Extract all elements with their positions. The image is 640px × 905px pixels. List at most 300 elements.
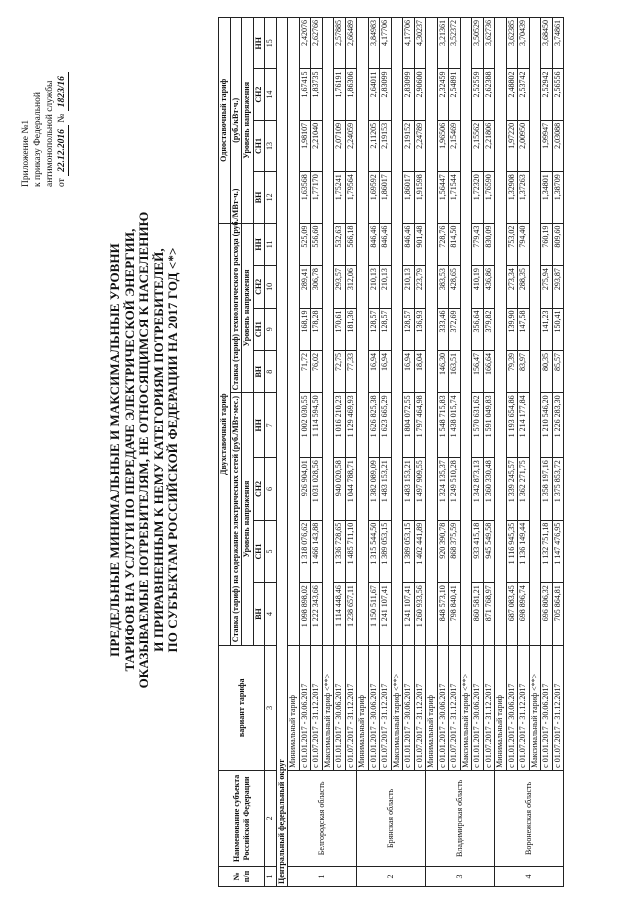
value-cell: 798 840,41 — [449, 583, 461, 646]
value-cell: 3,84983 — [368, 18, 380, 69]
value-cell: 1,71544 — [449, 172, 461, 223]
value-cell: 1,77170 — [311, 172, 323, 223]
value-cell: 2,15469 — [449, 120, 461, 171]
value-cell: 383,53 — [437, 266, 449, 308]
value-cell: 846,46 — [403, 223, 415, 266]
value-cell: 312,06 — [345, 266, 357, 308]
value-cell: 1 222 343,66 — [311, 583, 323, 646]
table-row — [345, 18, 357, 887]
value-cell: 210,13 — [403, 266, 415, 308]
value-cell: 1,83735 — [311, 69, 323, 120]
level-header: СН1 — [253, 308, 265, 350]
value-cell: 705 864,81 — [552, 583, 564, 646]
column-number: 2 — [265, 770, 277, 866]
value-cell: 178,28 — [311, 308, 323, 350]
tariff-variant-label: Минимальный тариф — [426, 645, 438, 770]
value-cell: 2,62388 — [483, 69, 495, 120]
value-cell: 532,63 — [334, 223, 346, 266]
region-number: 3 — [426, 866, 495, 886]
table-row — [529, 18, 541, 887]
value-cell: 525,09 — [299, 223, 311, 266]
period-cell: с 01.01.2017 - 30.06.2017 — [334, 645, 346, 770]
value-cell: 696 806,32 — [541, 583, 553, 646]
value-cell: 379,82 — [483, 308, 495, 350]
value-cell: 1,32908 — [506, 172, 518, 223]
value-cell: 83,97 — [518, 350, 530, 392]
value-cell: 1 483 153,21 — [403, 458, 415, 521]
header-num: № п/п — [219, 866, 265, 886]
value-cell: 1 389 053,15 — [403, 520, 415, 583]
region-name: Воронежская область — [495, 770, 564, 866]
value-cell: 1 336 728,65 — [334, 520, 346, 583]
table-row — [495, 18, 507, 887]
value-cell: 1 389 053,15 — [380, 520, 392, 583]
table-row — [391, 18, 403, 887]
document-title — [108, 165, 181, 735]
value-cell: 141,23 — [541, 308, 553, 350]
table-row — [403, 18, 415, 887]
value-cell: 163,51 — [449, 350, 461, 392]
appendix-line: Приложение №1 — [21, 119, 31, 187]
table-row — [334, 18, 346, 887]
value-cell: 1 804 072,55 — [403, 393, 415, 458]
level-header: СН2 — [253, 458, 265, 521]
value-cell: 72,75 — [334, 350, 346, 392]
value-cell: 275,94 — [541, 266, 553, 308]
value-cell: 1 570 631,62 — [472, 393, 484, 458]
value-cell: 1 214 177,84 — [518, 393, 530, 458]
value-cell: 1 402 441,89 — [414, 520, 426, 583]
value-cell: 1 002 030,55 — [299, 393, 311, 458]
value-cell: 2,53742 — [518, 69, 530, 120]
value-cell: 3,74861 — [552, 18, 564, 69]
value-cell: 794,40 — [518, 223, 530, 266]
table-row — [368, 18, 380, 887]
header-voltage: Уровень напряжения — [242, 393, 254, 645]
header-variant: вариант тарифа — [219, 645, 265, 770]
value-cell: 4,30237 — [414, 18, 426, 69]
period-cell: с 01.07.2017 - 31.12.2017 — [483, 645, 495, 770]
level-header: СН2 — [253, 69, 265, 120]
region-number: 4 — [495, 866, 564, 886]
value-cell: 2,64011 — [368, 69, 380, 120]
value-cell: 156,47 — [472, 350, 484, 392]
value-cell: 1 591 049,83 — [483, 393, 495, 458]
column-number: 13 — [265, 120, 277, 171]
table-row — [299, 18, 311, 887]
title-line: ОКАЗЫВАЕМЫЕ ПОТРЕБИТЕЛЯМ, НЕ ОТНОСЯЩИМСЯ К НАСЕЛЕНИЮ — [136, 211, 151, 689]
table-row — [518, 18, 530, 887]
table-row — [311, 18, 323, 887]
value-cell: 223,79 — [414, 266, 426, 308]
level-header: ВН — [253, 350, 265, 392]
period-cell: с 01.01.2017 - 30.06.2017 — [472, 645, 484, 770]
value-cell: 1 098 898,02 — [299, 583, 311, 646]
column-number: 5 — [265, 520, 277, 583]
value-cell: 4,17706 — [403, 18, 415, 69]
value-cell: 2,21040 — [311, 120, 323, 171]
value-cell: 1 382 089,09 — [368, 458, 380, 521]
period-cell: с 01.01.2017 - 30.06.2017 — [403, 645, 415, 770]
value-cell: 181,36 — [345, 308, 357, 350]
value-cell: 1 114 594,50 — [311, 393, 323, 458]
empty-cell — [495, 18, 507, 646]
table-row — [288, 18, 300, 887]
value-cell: 2,66489 — [345, 18, 357, 69]
value-cell: 1,86306 — [345, 69, 357, 120]
column-number: 15 — [265, 18, 277, 69]
value-cell: 556,60 — [311, 223, 323, 266]
header-two-part: Двухставочный тариф — [219, 223, 231, 645]
value-cell: 1 193 654,86 — [506, 393, 518, 458]
value-cell: 289,41 — [299, 266, 311, 308]
period-cell: с 01.07.2017 - 31.12.2017 — [380, 645, 392, 770]
value-cell: 1 147 476,95 — [552, 520, 564, 583]
value-cell: 1,56447 — [437, 172, 449, 223]
value-cell: 306,78 — [311, 266, 323, 308]
value-cell: 1 241 107,41 — [403, 583, 415, 646]
value-cell: 372,69 — [449, 308, 461, 350]
value-cell: 1,76191 — [334, 69, 346, 120]
value-cell: 2,21806 — [483, 120, 495, 171]
table-row — [380, 18, 392, 887]
value-cell: 1 226 283,30 — [552, 393, 564, 458]
value-cell: 2,42076 — [299, 18, 311, 69]
empty-cell — [322, 18, 334, 646]
value-cell: 760,19 — [541, 223, 553, 266]
value-cell: 1 241 107,41 — [380, 583, 392, 646]
value-cell: 1 129 469,93 — [345, 393, 357, 458]
period-cell: с 01.07.2017 - 31.12.2017 — [345, 645, 357, 770]
empty-cell — [288, 18, 300, 646]
value-cell: 846,46 — [368, 223, 380, 266]
level-header: НН — [253, 18, 265, 69]
value-cell: 166,64 — [483, 350, 495, 392]
value-cell: 168,19 — [299, 308, 311, 350]
value-cell: 4,17706 — [380, 18, 392, 69]
table-body — [219, 18, 564, 887]
empty-cell — [426, 18, 438, 646]
value-cell: 71,72 — [299, 350, 311, 392]
value-cell: 79,39 — [506, 350, 518, 392]
table-row — [552, 18, 564, 887]
value-cell: 1,98107 — [299, 120, 311, 171]
value-cell: 1 114 448,46 — [334, 583, 346, 646]
value-cell: 1 150 511,67 — [368, 583, 380, 646]
table-row — [449, 18, 461, 887]
value-cell: 85,57 — [552, 350, 564, 392]
period-cell: с 01.07.2017 - 31.12.2017 — [311, 645, 323, 770]
header-one-part-unit: (руб./кВт·ч.) — [230, 18, 242, 224]
value-cell: 3,52372 — [449, 18, 461, 69]
value-cell: 1 031 028,56 — [311, 458, 323, 521]
value-cell: 1 339 245,57 — [506, 458, 518, 521]
value-cell: 1,37263 — [518, 172, 530, 223]
period-cell: с 01.07.2017 - 31.12.2017 — [552, 645, 564, 770]
value-cell: 809,60 — [552, 223, 564, 266]
value-cell: 356,64 — [472, 308, 484, 350]
value-cell: 1 210 546,20 — [541, 393, 553, 458]
table-row — [426, 18, 438, 887]
value-cell: 2,24059 — [345, 120, 357, 171]
value-cell: 3,50529 — [472, 18, 484, 69]
appendix-line: к приказу Федеральной — [33, 92, 43, 187]
value-cell: 1 358 197,16 — [541, 458, 553, 521]
value-cell: 848 573,10 — [437, 583, 449, 646]
tariff-variant-label: Минимальный тариф — [495, 645, 507, 770]
value-cell: 1 375 853,72 — [552, 458, 564, 521]
value-cell: 293,87 — [552, 266, 564, 308]
table-row — [483, 18, 495, 887]
level-header: ВН — [253, 583, 265, 646]
header-rate-maint: Ставка (тариф) на содержание электрических сетей (руб./МВт·мес.) — [230, 393, 242, 645]
date-prefix: от — [57, 178, 67, 187]
value-cell: 1,34801 — [541, 172, 553, 223]
column-number: 8 — [265, 350, 277, 392]
value-cell: 1,79564 — [345, 172, 357, 223]
period-cell: с 01.01.2017 - 30.06.2017 — [437, 645, 449, 770]
value-cell: 16,94 — [368, 350, 380, 392]
table-row — [541, 18, 553, 887]
value-cell: 933 415,18 — [472, 520, 484, 583]
value-cell: 1 342 873,13 — [472, 458, 484, 521]
value-cell: 77,33 — [345, 350, 357, 392]
value-cell: 80,35 — [541, 350, 553, 392]
value-cell: 128,57 — [368, 308, 380, 350]
value-cell: 139,90 — [506, 308, 518, 350]
value-cell: 1,86017 — [380, 172, 392, 223]
value-cell: 136,93 — [414, 308, 426, 350]
value-cell: 16,94 — [380, 350, 392, 392]
value-cell: 846,46 — [380, 223, 392, 266]
value-cell: 2,11205 — [368, 120, 380, 171]
title-line: ТАРИФОВ НА УСЛУГИ ПО ПЕРЕДАЧЕ ЭЛЕКТРИЧЕСКОЙ ЭНЕРГИИ, — [121, 228, 137, 672]
tariff-variant-label: Максимальный тариф <**> — [460, 645, 472, 770]
value-cell: 16,94 — [403, 350, 415, 392]
district-row: Центральный федеральный округ — [276, 18, 288, 887]
value-cell: 868 375,59 — [449, 520, 461, 583]
value-cell: 210,13 — [368, 266, 380, 308]
value-cell: 1,96506 — [437, 120, 449, 171]
value-cell: 728,76 — [437, 223, 449, 266]
value-cell: 1 249 510,28 — [449, 458, 461, 521]
value-cell: 1 483 153,21 — [380, 458, 392, 521]
value-cell: 1 438 015,74 — [449, 393, 461, 458]
number-prefix: № — [57, 113, 67, 123]
value-cell: 2,54891 — [449, 69, 461, 120]
value-cell: 2,83099 — [403, 69, 415, 120]
order-date: 22.12.2016 — [56, 125, 69, 176]
value-cell: 871 768,97 — [483, 583, 495, 646]
empty-cell — [460, 18, 472, 646]
value-cell: 1,38709 — [552, 172, 564, 223]
value-cell: 2,19152 — [403, 120, 415, 171]
level-header: СН1 — [253, 520, 265, 583]
column-number: 14 — [265, 69, 277, 120]
order-number: 1823/16 — [56, 72, 69, 111]
value-cell: 1 136 149,44 — [518, 520, 530, 583]
appendix-date-line — [56, 17, 69, 187]
value-cell: 1 466 143,88 — [311, 520, 323, 583]
value-cell: 3,62385 — [506, 18, 518, 69]
value-cell: 2,52942 — [541, 69, 553, 120]
value-cell: 1 797 464,98 — [414, 393, 426, 458]
value-cell: 1,86017 — [403, 172, 415, 223]
tariff-table — [218, 17, 564, 887]
value-cell: 1 362 271,75 — [518, 458, 530, 521]
value-cell: 926 904,01 — [299, 458, 311, 521]
value-cell: 410,19 — [472, 266, 484, 308]
region-number: 1 — [288, 866, 357, 886]
value-cell: 1 318 076,62 — [299, 520, 311, 583]
header-subject: Наименование субъекта Российской Федерации — [219, 770, 265, 866]
table-row — [357, 18, 369, 887]
value-cell: 830,09 — [483, 223, 495, 266]
tariff-variant-label: Максимальный тариф <**> — [391, 645, 403, 770]
value-cell: 566,18 — [345, 223, 357, 266]
column-number: 4 — [265, 583, 277, 646]
title-line: ПРЕДЕЛЬНЫЕ МИНИМАЛЬНЫЕ И МАКСИМАЛЬНЫЕ УРОВНИ — [107, 243, 122, 657]
value-cell: 1,76590 — [483, 172, 495, 223]
value-cell: 1,67415 — [299, 69, 311, 120]
value-cell: 687 083,45 — [506, 583, 518, 646]
period-cell: с 01.01.2017 - 30.06.2017 — [541, 645, 553, 770]
value-cell: 150,41 — [552, 308, 564, 350]
value-cell: 1 238 657,11 — [345, 583, 357, 646]
table-row — [460, 18, 472, 887]
column-number: 1 — [265, 866, 277, 886]
value-cell: 210,13 — [380, 266, 392, 308]
value-cell: 814,50 — [449, 223, 461, 266]
tariff-variant-label: Максимальный тариф <**> — [529, 645, 541, 770]
value-cell: 2,32459 — [437, 69, 449, 120]
value-cell: 3,68450 — [541, 18, 553, 69]
value-cell: 1 016 210,23 — [334, 393, 346, 458]
column-number: 12 — [265, 172, 277, 223]
value-cell: 698 896,74 — [518, 583, 530, 646]
value-cell: 2,03088 — [552, 120, 564, 171]
value-cell: 3,70439 — [518, 18, 530, 69]
value-cell: 1,72320 — [472, 172, 484, 223]
value-cell: 2,56556 — [552, 69, 564, 120]
value-cell: 945 549,58 — [483, 520, 495, 583]
value-cell: 1 626 825,38 — [368, 393, 380, 458]
table-row — [506, 18, 518, 887]
period-cell: с 01.07.2017 - 31.12.2017 — [518, 645, 530, 770]
tariff-variant-label: Минимальный тариф — [288, 645, 300, 770]
value-cell: 128,57 — [380, 308, 392, 350]
value-cell: 2,24789 — [414, 120, 426, 171]
value-cell: 170,61 — [334, 308, 346, 350]
value-cell: 1,97220 — [506, 120, 518, 171]
value-cell: 2,00950 — [518, 120, 530, 171]
region-number: 2 — [357, 866, 426, 886]
value-cell: 273,34 — [506, 266, 518, 308]
value-cell: 333,46 — [437, 308, 449, 350]
table-row — [437, 18, 449, 887]
table-row — [472, 18, 484, 887]
header-rate-loss: Ставка (тариф) технологического расхода (руб./МВт·ч.) — [230, 223, 242, 393]
period-cell: с 01.01.2017 - 30.06.2017 — [506, 645, 518, 770]
value-cell: 1 132 751,18 — [541, 520, 553, 583]
period-cell: с 01.07.2017 - 31.12.2017 — [449, 645, 461, 770]
value-cell: 3,62736 — [483, 18, 495, 69]
value-cell: 2,90600 — [414, 69, 426, 120]
value-cell: 3,21361 — [437, 18, 449, 69]
value-cell: 2,83099 — [380, 69, 392, 120]
value-cell: 2,52559 — [472, 69, 484, 120]
period-cell: с 01.07.2017 - 31.12.2017 — [414, 645, 426, 770]
level-header: СН1 — [253, 120, 265, 171]
value-cell: 753,02 — [506, 223, 518, 266]
value-cell: 1,63568 — [299, 172, 311, 223]
region-name: Белгородская область — [288, 770, 357, 866]
value-cell: 1 548 715,83 — [437, 393, 449, 458]
value-cell: 2,19153 — [380, 120, 392, 171]
value-cell: 1,75241 — [334, 172, 346, 223]
title-line: И ПРИРАВНЕННЫМ К НЕМУ КАТЕГОРИЯМ ПОТРЕБИТЕЛЕЙ, — [150, 248, 166, 652]
header-voltage: Уровень напряжения — [242, 223, 254, 393]
value-cell: 146,30 — [437, 350, 449, 392]
column-number: 9 — [265, 308, 277, 350]
value-cell: 901,48 — [414, 223, 426, 266]
value-cell: 1 315 544,50 — [368, 520, 380, 583]
value-cell: 428,65 — [449, 266, 461, 308]
value-cell: 2,07109 — [334, 120, 346, 171]
level-header: СН2 — [253, 266, 265, 308]
value-cell: 1,91598 — [414, 172, 426, 223]
empty-cell — [391, 18, 403, 646]
value-cell: 128,57 — [403, 308, 415, 350]
table-row — [414, 18, 426, 887]
column-number: 11 — [265, 223, 277, 266]
value-cell: 147,58 — [518, 308, 530, 350]
appendix-note — [20, 17, 69, 187]
period-cell: с 01.01.2017 - 30.06.2017 — [299, 645, 311, 770]
value-cell: 1 360 330,48 — [483, 458, 495, 521]
region-name: Брянская область — [357, 770, 426, 866]
appendix-line: антимонопольной службы — [45, 80, 55, 187]
value-cell: 1 324 135,37 — [437, 458, 449, 521]
value-cell: 1,99947 — [541, 120, 553, 171]
value-cell: 1 260 933,56 — [414, 583, 426, 646]
value-cell: 1 044 788,71 — [345, 458, 357, 521]
value-cell: 1 623 665,29 — [380, 393, 392, 458]
header-one-part: Одноставочный тариф — [219, 18, 231, 224]
tariff-variant-label: Минимальный тариф — [357, 645, 369, 770]
column-number: 7 — [265, 393, 277, 458]
value-cell: 293,57 — [334, 266, 346, 308]
value-cell: 779,43 — [472, 223, 484, 266]
column-numbers-row — [265, 18, 277, 887]
table-row — [322, 18, 334, 887]
value-cell: 860 581,21 — [472, 583, 484, 646]
value-cell: 436,86 — [483, 266, 495, 308]
value-cell: 2,62766 — [311, 18, 323, 69]
value-cell: 2,15562 — [472, 120, 484, 171]
region-name: Владимирская область — [426, 770, 495, 866]
value-cell: 940 020,58 — [334, 458, 346, 521]
value-cell: 1,69592 — [368, 172, 380, 223]
title-line: ПО СУБЪЕКТАМ РОССИЙСКОЙ ФЕДЕРАЦИИ НА 2017 ГОД <*> — [165, 247, 180, 653]
value-cell: 920 390,78 — [437, 520, 449, 583]
value-cell: 18,04 — [414, 350, 426, 392]
tariff-variant-label: Максимальный тариф <**> — [322, 645, 334, 770]
value-cell: 2,48802 — [506, 69, 518, 120]
value-cell: 76,02 — [311, 350, 323, 392]
column-number: 10 — [265, 266, 277, 308]
empty-cell — [357, 18, 369, 646]
